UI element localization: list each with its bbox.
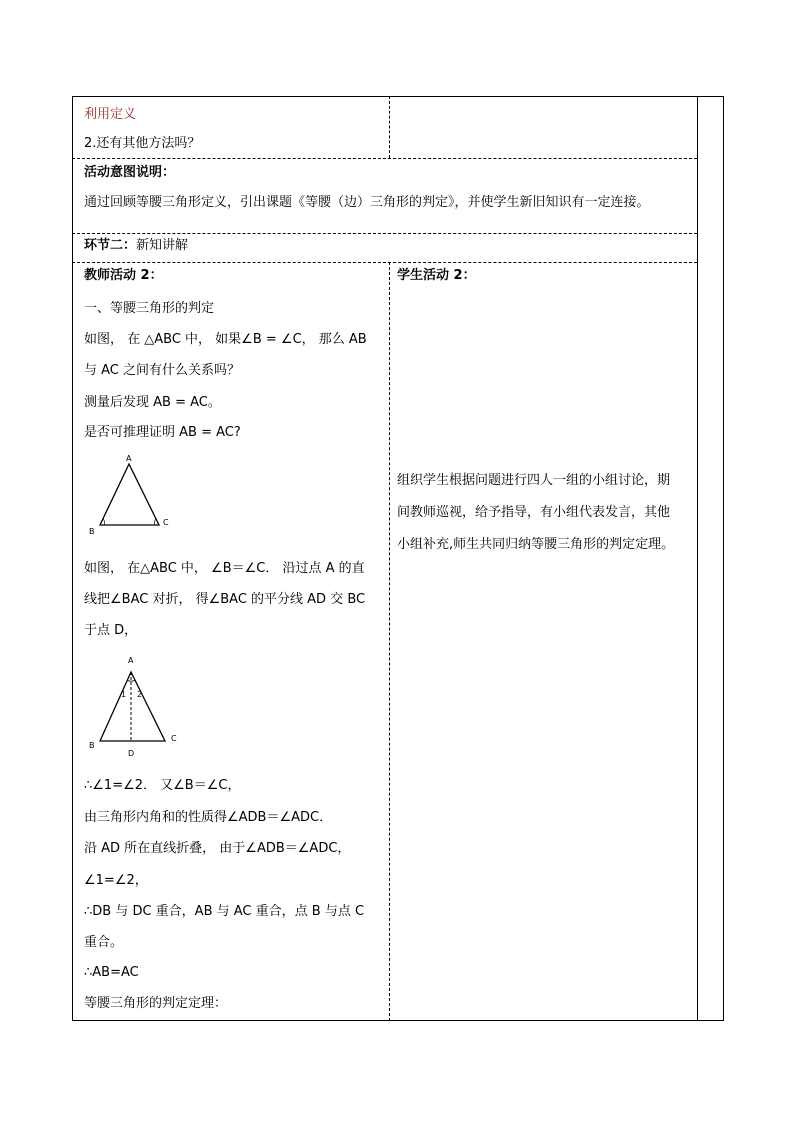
teacher-heading: 教师活动 2： (84, 268, 163, 283)
vertex-label-c: C (171, 734, 177, 743)
triangle-figure-abc (86, 452, 176, 538)
student-heading: 学生活动 2： (397, 268, 476, 283)
teacher-line: 于点 D， (84, 623, 138, 638)
section-heading-line (84, 237, 188, 255)
teacher-line: 测量后发现 AB = AC。 (84, 395, 221, 410)
column-divider-top (389, 96, 390, 158)
column-divider-main (389, 262, 390, 1021)
vertex-label-a: A (126, 454, 132, 463)
vertex-label-b: B (89, 527, 95, 536)
angle-label-2: 2 (137, 690, 143, 699)
student-line: 小组补充,师生共同归纳等腰三角形的判定定理。 (397, 537, 675, 552)
teacher-line: 重合。 (84, 935, 124, 950)
angle-label-1: 1 (121, 690, 127, 699)
student-line: 组织学生根据问题进行四人一组的小组讨论，期 (397, 473, 671, 488)
teacher-line: 一、等腰三角形的判定 (84, 301, 215, 316)
teacher-line: 沿 AD 所在直线折叠， 由于∠ADB＝∠ADC， (84, 841, 351, 856)
teacher-line: 等腰三角形的判定定理： (84, 996, 228, 1011)
teacher-line: ∴DB 与 DC 重合，AB 与 AC 重合，点 B 与点 C (84, 904, 365, 919)
teacher-line: ∠1=∠2， (84, 873, 148, 888)
teacher-line: 如图， 在 △ABC 中， 如果∠B = ∠C， 那么 AB (84, 332, 367, 347)
teacher-line: 由三角形内角和的性质得∠ADB＝∠ADC． (84, 810, 333, 825)
teacher-line: 是否可推理证明 AB = AC? (84, 425, 241, 440)
text-use-definition: 利用定义 (84, 107, 137, 122)
section-title: 新知讲解 (136, 238, 189, 253)
intent-heading: 活动意图说明： (84, 165, 176, 180)
section-heading: 环节二： (84, 238, 137, 253)
table-inner-right-border (697, 96, 698, 1021)
row-divider-3 (72, 262, 697, 263)
vertex-label-a: A (128, 656, 134, 665)
teacher-line: 如图， 在△ABC 中， ∠B＝∠C． 沿过点 A 的直 (84, 561, 365, 576)
row-divider-1 (72, 158, 697, 159)
student-line: 间教师巡视，给予指导，有小组代表发言，其他 (397, 505, 671, 520)
vertex-label-b: B (89, 741, 95, 750)
vertex-label-c: C (163, 518, 169, 527)
row-divider-2 (72, 233, 697, 234)
teacher-line: ∴AB=AC (84, 965, 139, 980)
teacher-line: 线把∠BAC 对折， 得∠BAC 的平分线 AD 交 BC (84, 592, 366, 607)
intent-text: 通过回顾等腰三角形定义，引出课题《等腰（边）三角形的判定》，并使学生新旧知识有一定连接。 (84, 195, 650, 210)
teacher-line: ∴∠1=∠2． 又∠B＝∠C， (84, 778, 241, 793)
point-label-d: D (128, 749, 135, 758)
triangle-figure-abcd (86, 652, 186, 762)
table-frame (72, 96, 724, 1021)
teacher-line: 与 AC 之间有什么关系吗？ (84, 363, 241, 378)
text-other-methods: 2.还有其他方法吗？ (84, 136, 201, 151)
